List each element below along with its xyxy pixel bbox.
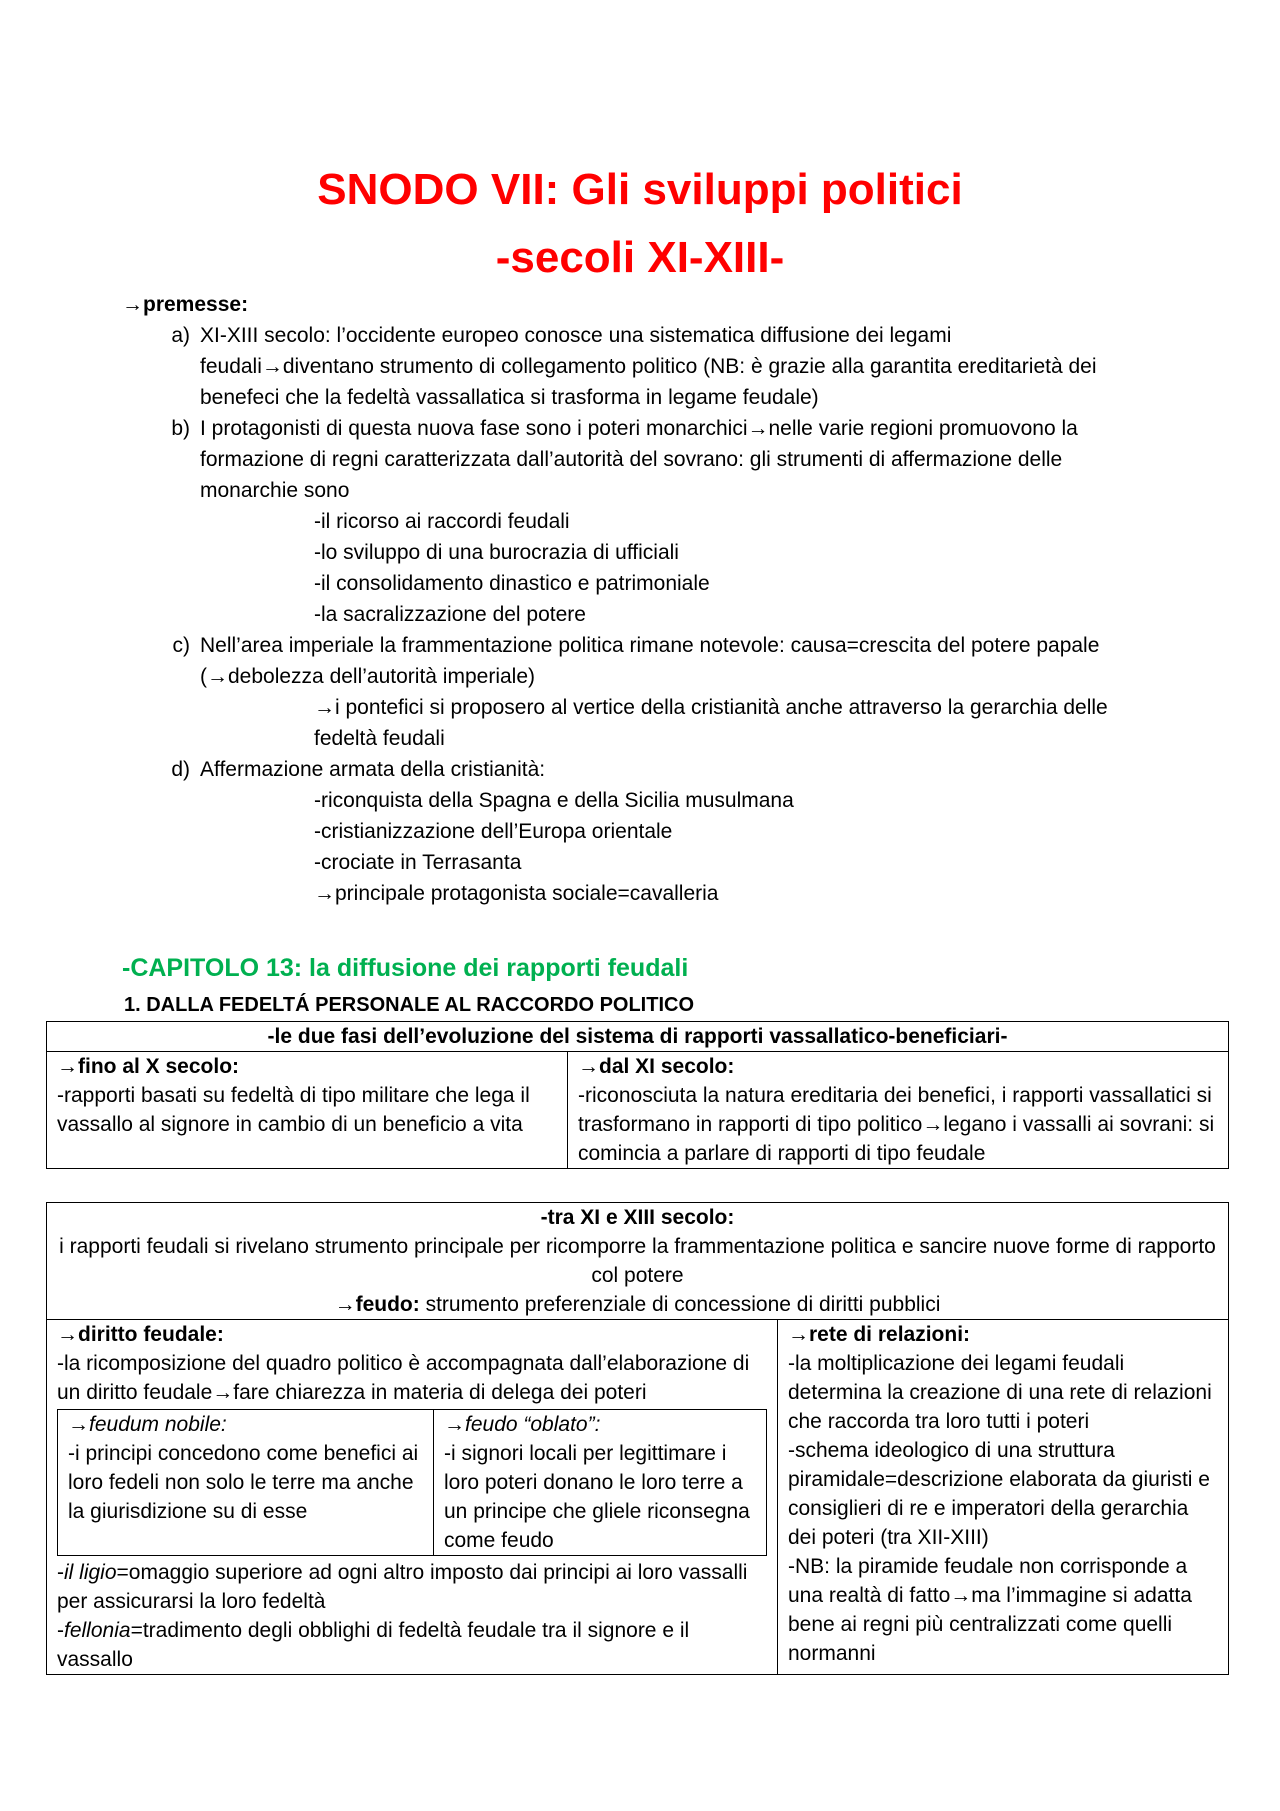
phase-left-cell: →fino al X secolo: -rapporti basati su fedeltà di tipo militare che lega il vassallo al signore in cambio di un beneficio a vita xyxy=(47,1052,568,1169)
arrow-icon: → xyxy=(57,1055,78,1078)
page-title: SNODO VII: Gli sviluppi politici xyxy=(317,165,963,214)
phases-table xyxy=(46,1021,1229,1169)
page-subtitle: -secoli XI-XIII- xyxy=(495,233,785,282)
phase-right-cell: →dal XI secolo: -riconosciuta la natura ereditaria dei benefici, i rapporti vassallatici si trasformano in rapporti di tipo politico→legano i vassalli ai sovrani: si comincia a parlare di rapporti di tipo feudale xyxy=(568,1052,1229,1169)
section-title: 1. DALLA FEDELTÁ PERSONALE AL RACCORDO POLITICO xyxy=(124,994,695,1016)
diritto-feudale-cell: →diritto feudale: -la ricomposizione del quadro politico è accompagnata dall’elaborazione di un diritto feudale→fare chiarezza in materia di delega dei poteri →feudum nobile: -i principi concedono come benefici ai loro fedeli non solo le terre ma anche la giurisdizione su di esse →feudo “oblato”: -i signori locali per legittimare i loro poteri donano le loro terre a un principe che gliele riconsegna come feudo -il ligio=omaggio superiore ad ogni altro imposto dai principi ai loro vassalli per assicurarsi la loro fedeltà -fellonia=tradimento degli obblighi di fedeltà feudale tra il signore e il vassallo xyxy=(47,1320,778,1675)
list-item: d) Affermazione armata della cristianità: -riconquista della Spagna e della Sicilia musulmana -cristianizzazione dell’Europa orientale -crociate in Terrasanta →principale protagonista sociale=cavalleria xyxy=(171,758,794,905)
arrow-icon: → xyxy=(578,1055,599,1078)
list-item: b) I protagonisti di questa nuova fase sono i poteri monarchici→nelle varie regioni promuovono la formazione di regni caratterizzata dall’autorità del sovrano: gli strumenti di affermazione delle monarchie sono -il ricorso ai raccordi feudali -lo sviluppo di una burocrazia di ufficiali -il consolidamento dinastico e patrimoniale -la sacralizzazione del potere xyxy=(171,417,1078,626)
feudal-table xyxy=(46,1202,1229,1675)
list-item: a) XI-XIII secolo: l’occidente europeo conosce una sistematica diffusione dei legami feudali→diventano strumento di collegamento politico (NB: è grazie alla garantita ereditarietà dei benefeci che la fedeltà vassallatica si trasforma in legame feudale) xyxy=(171,324,1097,409)
arrow-icon: → xyxy=(334,1293,356,1316)
feudo-oblato-cell: →feudo “oblato”: -i signori locali per legittimare i loro poteri donano le loro terre a un principe che gliele riconsegna come feudo xyxy=(434,1410,767,1556)
list-item: c) Nell’area imperiale la frammentazione politica rimane notevole: causa=crescita del potere papale (→debolezza dell’autorità imperiale) →i pontefici si proposero al vertice della cristianità anche attraverso la gerarchia delle fedeltà feudali xyxy=(172,634,1108,750)
phases-table-header: -le due fasi dell’evoluzione del sistema di rapporti vassallatico-beneficiari- xyxy=(47,1022,1229,1052)
rete-relazioni-cell: →rete di relazioni: -la moltiplicazione dei legami feudali determina la creazione di una rete di relazioni che raccorda tra loro tutti i poteri -schema ideologico di una struttura piramidale=descrizione elaborata da giuristi e consiglieri di re e imperatori della gerarchia dei poteri (tra XII-XIII) -NB: la piramide feudale non corrisponde a una realtà di fatto→ma l’immagine si adatta bene ai regni più centralizzati come quelli normanni xyxy=(778,1320,1229,1675)
premesse-heading: →premesse: xyxy=(122,293,249,316)
arrow-icon: → xyxy=(444,1413,465,1436)
feudal-table-header: -tra XI e XIII secolo: i rapporti feudali si rivelano strumento principale per ricomporre la frammentazione politica e sancire nuove forme di rapporto col potere →feudo: strumento preferenziale di concessione di diritti pubblici xyxy=(47,1203,1229,1320)
arrow-icon: → xyxy=(57,1323,78,1346)
arrow-icon: → xyxy=(68,1413,89,1436)
chapter-title: -CAPITOLO 13: la diffusione dei rapporti feudali xyxy=(122,954,689,982)
premesse-list xyxy=(160,320,1150,909)
arrow-icon: → xyxy=(122,293,143,316)
arrow-icon: → xyxy=(788,1323,809,1346)
feudum-table xyxy=(57,1409,767,1556)
feudum-nobile-cell: →feudum nobile: -i principi concedono come benefici ai loro fedeli non solo le terre ma anche la giurisdizione su di esse xyxy=(58,1410,434,1556)
